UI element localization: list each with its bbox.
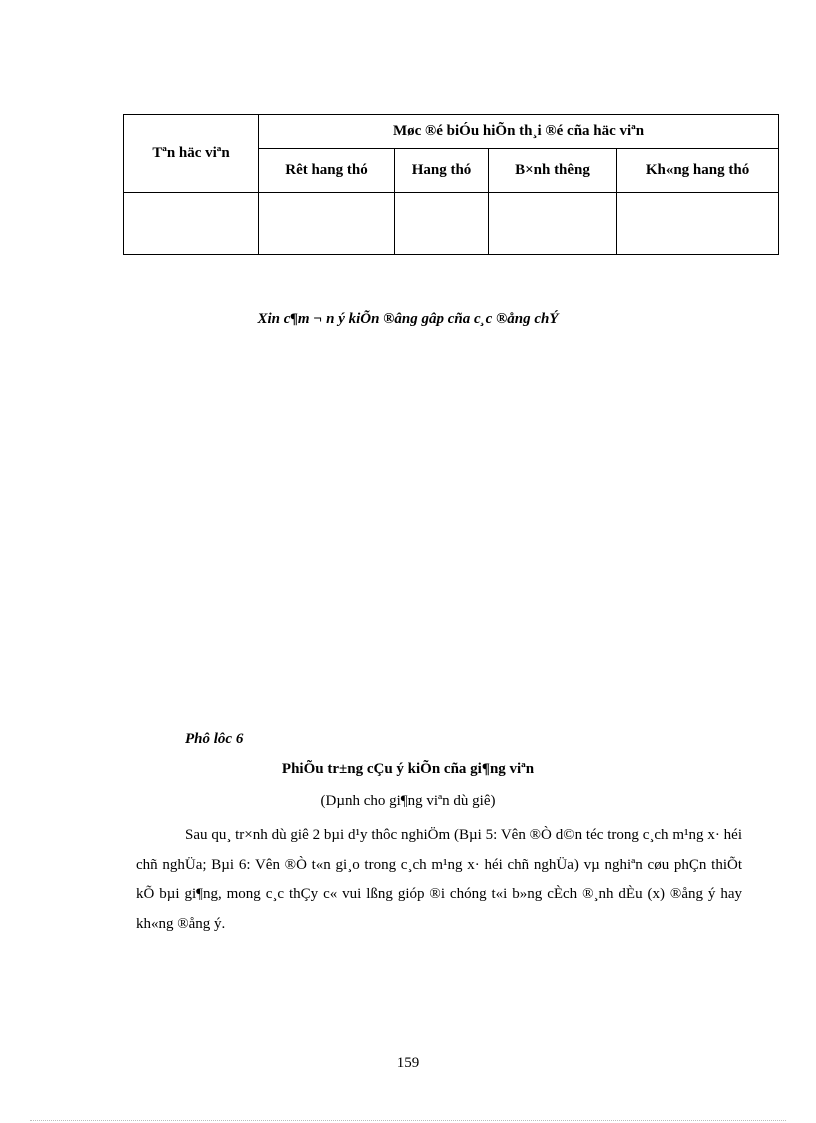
column-normal xyxy=(489,149,617,193)
column-interested xyxy=(395,149,489,193)
evaluation-table xyxy=(123,114,779,255)
column-normal-text: B×nh thêng xyxy=(515,162,590,178)
student-name-header-text: Tªn häc viªn xyxy=(152,145,230,161)
empty-cell xyxy=(395,193,489,255)
column-interested-text: Hang thó xyxy=(411,162,472,178)
attitude-level-header xyxy=(259,115,779,149)
empty-cell xyxy=(617,193,779,255)
intro-paragraph: Sau qu¸ tr×nh dù giê 2 bµi d¹y thôc nghiÖm (Bµi 5: Vên ®Ò d©n téc trong c¸ch m¹ng x· héi chñ nghÜa; Bµi 6: Vên ®Ò t«n gi¸o trong c¸ch m¹ng x· héi chñ nghÜa) vµ nghiªn cøu phÇn thiÕt kÕ bµi gi¶ng, mong c¸c thÇy c« vui lßng gióp ®i chóng t«i b»ng cÈch ®¸nh dÈu (x) ®ång ý hay kh«ng ®ång ý. xyxy=(136,827,742,932)
column-not-interested-text: Kh«ng hang thó xyxy=(645,162,750,178)
form-title: PhiÕu tr±ng cÇu ý kiÕn cña gi¶ng viªn xyxy=(281,761,535,777)
empty-cell xyxy=(259,193,395,255)
empty-cell xyxy=(489,193,617,255)
attitude-level-header-text: Møc ®é biÓu hiÕn th¸i ®é cña häc viªn xyxy=(392,123,645,139)
column-not-interested xyxy=(617,149,779,193)
page-number: 159 xyxy=(396,1055,420,1071)
appendix-label: Phô lôc 6 xyxy=(185,731,244,747)
page-bottom-divider xyxy=(30,1120,786,1121)
student-name-header xyxy=(124,115,259,193)
column-very-interested xyxy=(259,149,395,193)
empty-cell xyxy=(124,193,259,255)
column-very-interested-text: Rêt hang thó xyxy=(285,162,368,178)
form-subtitle: (Dµnh cho gi¶ng viªn dù giê) xyxy=(320,793,496,809)
thanks-line: Xin c¶m ¬ n ý kiÕn ®âng gâp cña c¸c ®ång chÝ xyxy=(257,311,559,327)
